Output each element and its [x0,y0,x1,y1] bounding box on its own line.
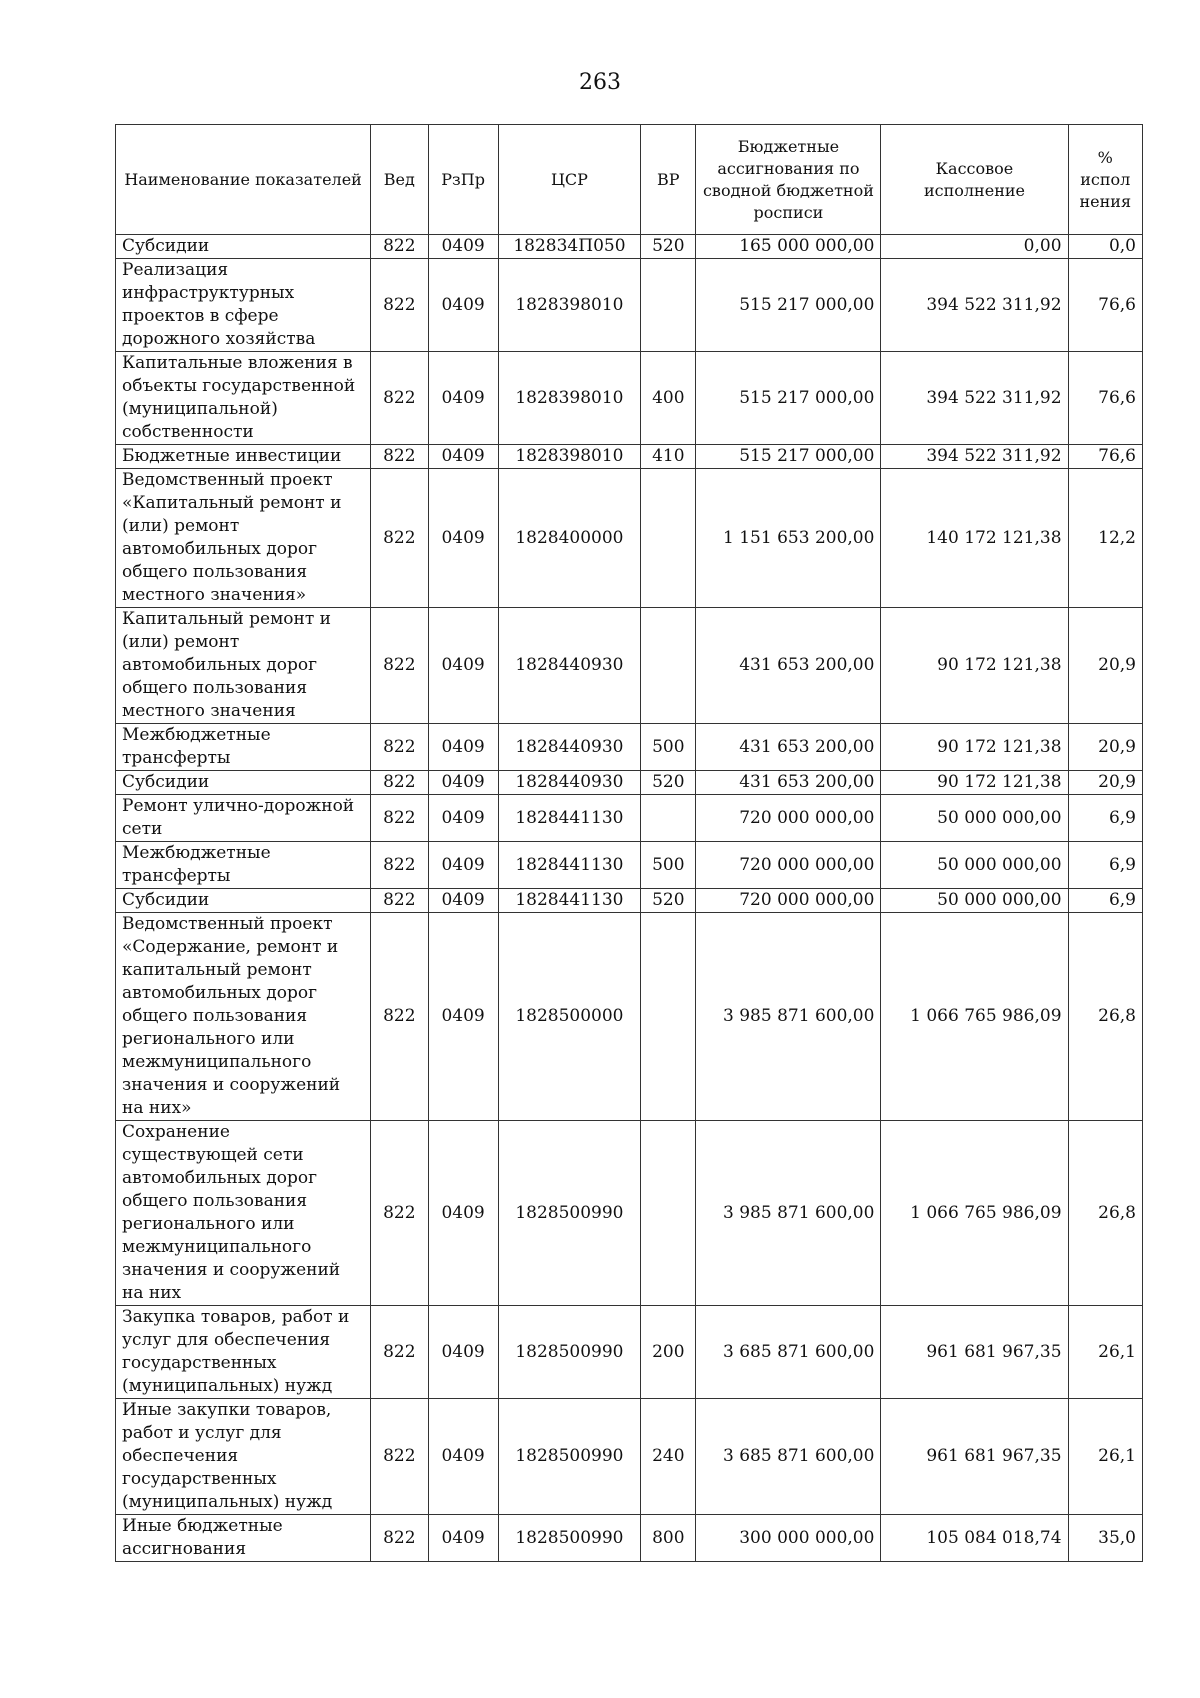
cell-ved: 822 [371,889,428,913]
cell-ved: 822 [371,1121,428,1306]
cell-name: Иные закупки товаров, работ и услуг для обеспечения государственных (муниципальных) нужд [116,1399,371,1515]
cell-ved: 822 [371,235,428,259]
header-rzpr: РзПр [428,125,498,235]
cell-csr: 1828398010 [498,445,640,469]
cell-name: Бюджетные инвестиции [116,445,371,469]
cell-budget: 431 653 200,00 [696,724,881,771]
cell-csr: 1828500990 [498,1121,640,1306]
cell-csr: 1828500990 [498,1399,640,1515]
cell-budget: 515 217 000,00 [696,259,881,352]
cell-vr: 520 [641,889,696,913]
cell-percent: 76,6 [1068,352,1142,445]
cell-percent: 6,9 [1068,842,1142,889]
table-row [116,259,1143,352]
table-body [116,235,1143,1562]
cell-name: Межбюджетные трансферты [116,842,371,889]
cell-cash: 50 000 000,00 [881,889,1068,913]
cell-vr: 200 [641,1306,696,1399]
cell-name: Субсидии [116,235,371,259]
cell-csr: 1828500000 [498,913,640,1121]
cell-percent: 20,9 [1068,608,1142,724]
cell-name: Субсидии [116,889,371,913]
cell-vr: 500 [641,842,696,889]
cell-budget: 515 217 000,00 [696,445,881,469]
table-row [116,1306,1143,1399]
cell-vr: 520 [641,771,696,795]
cell-name: Ремонт улично-дорожной сети [116,795,371,842]
cell-cash: 105 084 018,74 [881,1515,1068,1562]
cell-ved: 822 [371,771,428,795]
cell-rzpr: 0409 [428,608,498,724]
table-row [116,889,1143,913]
cell-percent: 26,1 [1068,1399,1142,1515]
cell-budget: 3 685 871 600,00 [696,1399,881,1515]
cell-budget: 515 217 000,00 [696,352,881,445]
cell-rzpr: 0409 [428,469,498,608]
cell-cash: 1 066 765 986,09 [881,913,1068,1121]
cell-rzpr: 0409 [428,913,498,1121]
cell-budget: 3 685 871 600,00 [696,1306,881,1399]
cell-name: Субсидии [116,771,371,795]
cell-vr: 800 [641,1515,696,1562]
header-vr: ВР [641,125,696,235]
header-csr: ЦСР [498,125,640,235]
cell-percent: 6,9 [1068,889,1142,913]
cell-rzpr: 0409 [428,842,498,889]
budget-table [115,124,1143,1562]
cell-csr: 1828440930 [498,724,640,771]
cell-budget: 3 985 871 600,00 [696,1121,881,1306]
table-row [116,771,1143,795]
cell-rzpr: 0409 [428,1515,498,1562]
cell-ved: 822 [371,1399,428,1515]
header-ved: Вед [371,125,428,235]
header-percent: % испол нения [1068,125,1142,235]
cell-ved: 822 [371,1306,428,1399]
cell-cash: 1 066 765 986,09 [881,1121,1068,1306]
cell-percent: 26,8 [1068,1121,1142,1306]
cell-budget: 165 000 000,00 [696,235,881,259]
cell-name: Реализация инфраструктурных проектов в сфере дорожного хозяйства [116,259,371,352]
cell-rzpr: 0409 [428,352,498,445]
cell-name: Капитальный ремонт и (или) ремонт автомобильных дорог общего пользования местного значения [116,608,371,724]
cell-ved: 822 [371,445,428,469]
page-number: 263 [579,70,621,95]
cell-cash: 961 681 967,35 [881,1306,1068,1399]
cell-ved: 822 [371,1515,428,1562]
cell-vr: 240 [641,1399,696,1515]
table-row [116,724,1143,771]
cell-vr [641,913,696,1121]
table-row [116,235,1143,259]
cell-ved: 822 [371,352,428,445]
cell-vr: 410 [641,445,696,469]
cell-budget: 720 000 000,00 [696,842,881,889]
cell-name: Сохранение существующей сети автомобильных дорог общего пользования регионального или межмуниципального значения и сооружений на них [116,1121,371,1306]
cell-cash: 90 172 121,38 [881,608,1068,724]
table-row [116,913,1143,1121]
cell-vr: 520 [641,235,696,259]
cell-budget: 3 985 871 600,00 [696,913,881,1121]
cell-rzpr: 0409 [428,1121,498,1306]
cell-rzpr: 0409 [428,235,498,259]
cell-ved: 822 [371,842,428,889]
cell-percent: 76,6 [1068,445,1142,469]
cell-csr: 182834П050 [498,235,640,259]
cell-vr: 500 [641,724,696,771]
header-budget: Бюджетные ассигнования по сводной бюджетной росписи [696,125,881,235]
cell-cash: 0,00 [881,235,1068,259]
cell-csr: 1828400000 [498,469,640,608]
cell-budget: 300 000 000,00 [696,1515,881,1562]
cell-name: Иные бюджетные ассигнования [116,1515,371,1562]
table-row [116,842,1143,889]
cell-cash: 140 172 121,38 [881,469,1068,608]
cell-percent: 0,0 [1068,235,1142,259]
cell-vr [641,259,696,352]
table-row [116,352,1143,445]
cell-rzpr: 0409 [428,724,498,771]
cell-csr: 1828398010 [498,259,640,352]
cell-budget: 1 151 653 200,00 [696,469,881,608]
cell-percent: 26,8 [1068,913,1142,1121]
cell-vr [641,1121,696,1306]
cell-cash: 50 000 000,00 [881,795,1068,842]
table-row [116,1121,1143,1306]
cell-rzpr: 0409 [428,795,498,842]
table-row [116,445,1143,469]
cell-percent: 26,1 [1068,1306,1142,1399]
cell-csr: 1828441130 [498,842,640,889]
table-row [116,608,1143,724]
cell-vr [641,469,696,608]
cell-rzpr: 0409 [428,445,498,469]
cell-rzpr: 0409 [428,1399,498,1515]
cell-csr: 1828440930 [498,608,640,724]
cell-ved: 822 [371,259,428,352]
table-row [116,1399,1143,1515]
cell-csr: 1828500990 [498,1306,640,1399]
cell-vr [641,795,696,842]
table-header-row [116,125,1143,235]
table-row [116,1515,1143,1562]
cell-csr: 1828441130 [498,889,640,913]
cell-cash: 394 522 311,92 [881,352,1068,445]
cell-percent: 6,9 [1068,795,1142,842]
table-row [116,795,1143,842]
cell-csr: 1828441130 [498,795,640,842]
cell-cash: 394 522 311,92 [881,445,1068,469]
cell-name: Ведомственный проект «Капитальный ремонт и (или) ремонт автомобильных дорог общего пользования местного значения» [116,469,371,608]
cell-ved: 822 [371,469,428,608]
header-cash: Кассовое исполнение [881,125,1068,235]
cell-name: Ведомственный проект «Содержание, ремонт и капитальный ремонт автомобильных дорог общего пользования регионального или межмуниципального значения и сооружений на них» [116,913,371,1121]
cell-cash: 50 000 000,00 [881,842,1068,889]
cell-rzpr: 0409 [428,771,498,795]
cell-cash: 90 172 121,38 [881,771,1068,795]
cell-ved: 822 [371,608,428,724]
cell-budget: 720 000 000,00 [696,889,881,913]
cell-budget: 431 653 200,00 [696,608,881,724]
cell-percent: 35,0 [1068,1515,1142,1562]
cell-percent: 20,9 [1068,771,1142,795]
cell-budget: 720 000 000,00 [696,795,881,842]
cell-ved: 822 [371,913,428,1121]
cell-percent: 20,9 [1068,724,1142,771]
cell-ved: 822 [371,795,428,842]
cell-percent: 12,2 [1068,469,1142,608]
cell-cash: 394 522 311,92 [881,259,1068,352]
cell-csr: 1828398010 [498,352,640,445]
cell-name: Капитальные вложения в объекты государственной (муниципальной) собственности [116,352,371,445]
cell-percent: 76,6 [1068,259,1142,352]
cell-rzpr: 0409 [428,259,498,352]
cell-budget: 431 653 200,00 [696,771,881,795]
cell-ved: 822 [371,724,428,771]
cell-rzpr: 0409 [428,889,498,913]
cell-rzpr: 0409 [428,1306,498,1399]
table-row [116,469,1143,608]
header-name: Наименование показателей [116,125,371,235]
cell-vr [641,608,696,724]
cell-csr: 1828440930 [498,771,640,795]
cell-vr: 400 [641,352,696,445]
cell-name: Закупка товаров, работ и услуг для обеспечения государственных (муниципальных) нужд [116,1306,371,1399]
cell-csr: 1828500990 [498,1515,640,1562]
cell-cash: 90 172 121,38 [881,724,1068,771]
cell-name: Межбюджетные трансферты [116,724,371,771]
cell-cash: 961 681 967,35 [881,1399,1068,1515]
